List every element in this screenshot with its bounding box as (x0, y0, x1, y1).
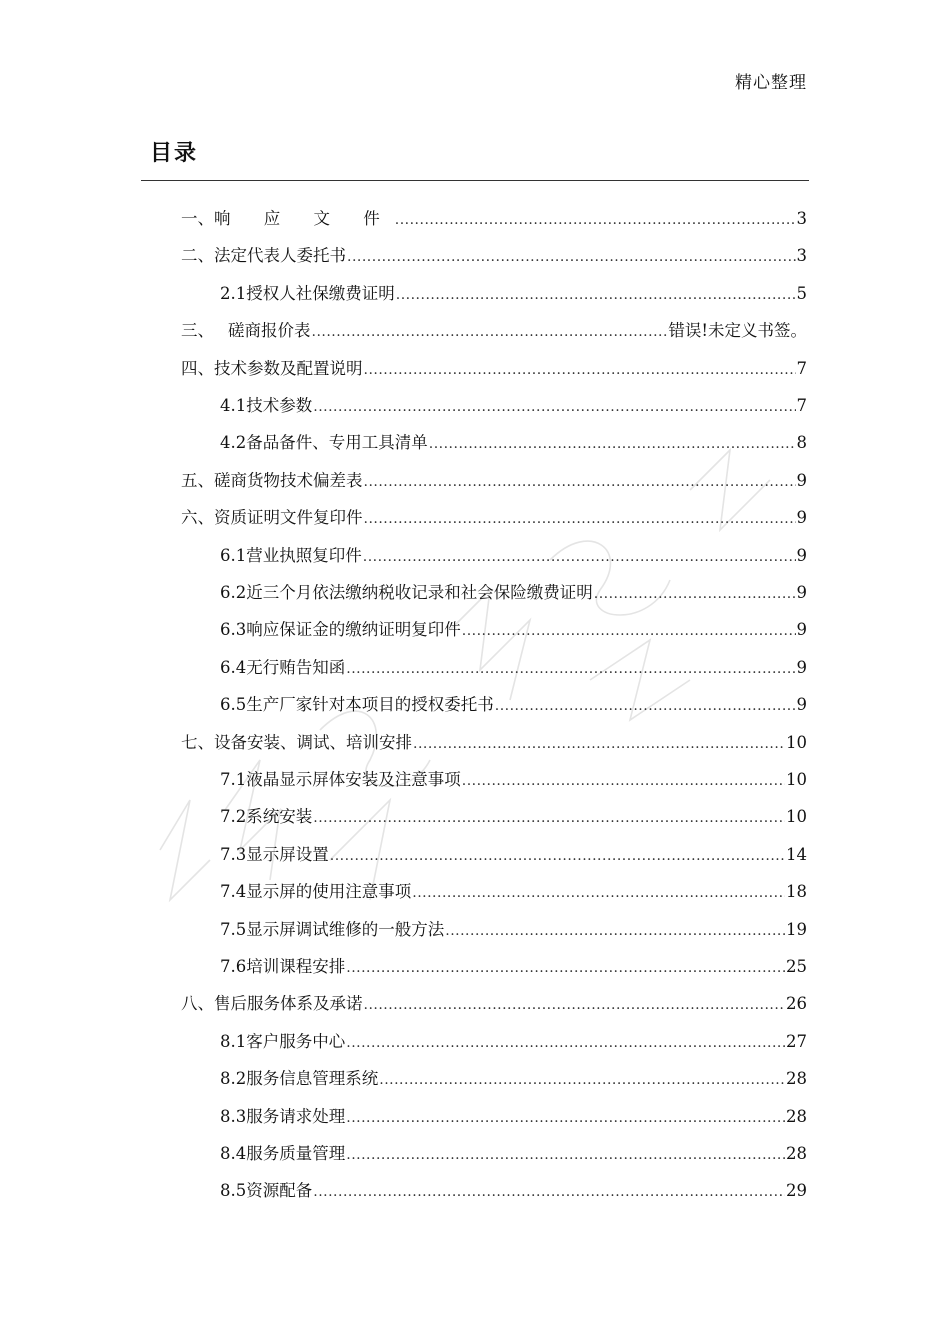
toc-leader-dots (346, 1106, 785, 1130)
toc-entry-page: 27 (786, 1031, 807, 1051)
toc-entry-number: 4.1 (220, 396, 247, 415)
toc-leader-dots (462, 619, 796, 643)
toc-entry[interactable] (181, 469, 807, 493)
toc-entry-page: 28 (786, 1106, 807, 1126)
toc-entry[interactable] (220, 1105, 807, 1129)
toc-entry-page: 10 (786, 770, 807, 789)
toc-entry[interactable] (220, 394, 807, 418)
toc-entry-page: 25 (786, 957, 807, 976)
toc-entry[interactable] (181, 731, 807, 755)
toc-leader-dots (364, 470, 796, 494)
toc-entry-label: 售后服务体系及承诺 (214, 994, 363, 1014)
title-divider (141, 180, 809, 181)
toc-entry-page: 9 (796, 470, 807, 490)
toc-entry-number: 7.3 (220, 844, 247, 864)
toc-entry-page: 10 (786, 732, 807, 752)
toc-entry-label: 显示屏调试维修的一般方法 (246, 919, 445, 939)
toc-entry[interactable] (220, 618, 807, 642)
toc-entry-number: 五、 (181, 470, 214, 490)
toc-entry-number: 八、 (181, 994, 214, 1014)
toc-entry-number: 二、 (181, 246, 214, 266)
toc-entry-number: 4.2 (220, 433, 247, 453)
toc-entry-page: 9 (796, 695, 807, 715)
toc-entry-page: 3 (796, 209, 807, 228)
toc-entry-label: 设备安装、调试、培训安排 (214, 732, 412, 752)
toc-entry-label: 服务信息管理系统 (246, 1069, 379, 1089)
toc-entry-page: 9 (796, 508, 807, 528)
toc-leader-dots (379, 1068, 785, 1092)
toc-entry-label: 授权人社保缴费证明 (246, 283, 395, 303)
toc-leader-dots (313, 1180, 785, 1204)
toc-entry-page: 28 (786, 1069, 807, 1089)
toc-entry-number: 一、 (181, 209, 214, 228)
toc-entry-number: 8.2 (220, 1069, 247, 1089)
toc-entry-number: 8.1 (220, 1031, 247, 1051)
toc-leader-dots (495, 694, 796, 718)
toc-entry-label: 液晶显示屏体安装及注意事项 (246, 770, 461, 789)
toc-entry-page: 29 (786, 1181, 807, 1201)
header-note: 精心整理 (735, 73, 807, 93)
toc-entry-label: 资源配备 (246, 1181, 313, 1201)
toc-entry-number: 2.1 (220, 283, 247, 303)
toc-entry-label: 营业执照复印件 (246, 545, 362, 565)
toc-entry[interactable] (181, 319, 807, 343)
toc-entry-number: 7.1 (220, 770, 247, 789)
toc-leader-dots (313, 395, 795, 419)
toc-entry-number: 7.5 (220, 919, 247, 939)
toc-entry[interactable] (181, 506, 807, 530)
toc-entry-label: 显示屏设置 (246, 844, 329, 864)
toc-entry-page: 9 (796, 657, 807, 677)
toc-entry-label: 响 应 文 件 (214, 209, 394, 228)
toc-entry-label: 近三个月依法缴纳税收记录和社会保险缴费证明 (246, 583, 593, 602)
toc-entry-label: 法定代表人委托书 (214, 246, 346, 266)
toc-entry-label: 响应保证金的缴纳证明复印件 (246, 620, 461, 640)
toc-entry-number: 7.4 (220, 882, 247, 902)
toc-entry-label: 磋商报价表 (228, 321, 311, 341)
toc-leader-dots (330, 844, 785, 868)
toc-entry-label: 服务请求处理 (246, 1106, 346, 1126)
toc-entry-page: 8 (796, 433, 807, 453)
toc-leader-dots (346, 956, 785, 980)
toc-entry[interactable] (220, 843, 807, 867)
toc-entry-number: 7.6 (220, 957, 247, 976)
toc-entry-label: 技术参数 (246, 396, 313, 415)
toc-leader-dots (462, 769, 785, 793)
toc-entry-page: 14 (786, 844, 807, 864)
toc-entry-page: 18 (786, 882, 807, 902)
toc-entry-number: 三、 (181, 321, 214, 341)
toc-leader-dots (364, 993, 786, 1017)
toc-entry[interactable] (220, 1179, 807, 1203)
toc-entry-page: 7 (796, 358, 807, 378)
toc-entry[interactable] (220, 431, 807, 455)
toc-entry-number: 8.3 (220, 1106, 247, 1126)
toc-leader-dots (346, 1143, 785, 1167)
toc-entry[interactable] (220, 1142, 807, 1166)
toc-entry-page: 9 (796, 545, 807, 565)
toc-entry[interactable] (220, 544, 807, 568)
toc-leader-dots (346, 1031, 785, 1055)
toc-leader-dots (396, 283, 796, 307)
toc-entry[interactable] (220, 805, 807, 829)
toc-leader-dots (594, 582, 796, 606)
toc-entry-label: 生产厂家针对本项目的授权委托书 (246, 695, 494, 715)
toc-entry-label: 客户服务中心 (246, 1031, 346, 1051)
toc-entry-page: 19 (786, 919, 807, 939)
toc-entry[interactable] (220, 1067, 807, 1091)
toc-entry-number: 七、 (181, 732, 214, 752)
toc-leader-dots (312, 320, 668, 344)
toc-entry-label: 系统安装 (246, 807, 313, 827)
toc-title: 目录 (150, 140, 199, 166)
toc-leader-dots (363, 545, 796, 569)
toc-entry[interactable] (181, 244, 807, 268)
toc-entry-page: 3 (796, 246, 807, 266)
toc-entry-page: 9 (796, 583, 807, 602)
toc-entry[interactable] (220, 693, 807, 717)
toc-leader-dots (364, 358, 796, 382)
toc-entry-label: 资质证明文件复印件 (214, 508, 363, 528)
toc-entry-page: 9 (796, 620, 807, 640)
toc-leader-dots (395, 208, 796, 232)
toc-entry-page: 10 (786, 807, 807, 827)
toc-entry[interactable] (220, 282, 807, 306)
toc-entry[interactable] (181, 357, 807, 381)
toc-entry-number: 六、 (181, 508, 214, 528)
toc-entry-number: 6.2 (220, 583, 247, 602)
toc-entry-label: 培训课程安排 (246, 957, 346, 976)
toc-entry[interactable] (220, 955, 807, 979)
toc-entry[interactable] (220, 1030, 807, 1054)
toc-leader-dots (429, 432, 796, 456)
toc-entry-page: 26 (786, 994, 807, 1014)
toc-entry-label: 服务质量管理 (246, 1144, 346, 1163)
toc-entry[interactable] (220, 581, 807, 605)
toc-entry-number: 6.3 (220, 620, 247, 640)
toc-leader-dots (364, 507, 796, 531)
toc-entry-label: 无行贿告知函 (246, 657, 346, 677)
toc-entry[interactable] (220, 768, 807, 792)
toc-entry-page: 错误!未定义书签。 (668, 321, 807, 341)
toc-entry-page: 28 (786, 1144, 807, 1163)
toc-entry-number: 6.1 (220, 545, 247, 565)
toc-entry-number: 7.2 (220, 807, 247, 827)
toc-entry[interactable] (181, 207, 807, 231)
toc-entry-label: 磋商货物技术偏差表 (214, 470, 363, 490)
toc-entry-page: 5 (796, 283, 807, 303)
toc-leader-dots (412, 881, 785, 905)
toc-entry-label: 备品备件、专用工具清单 (246, 433, 428, 453)
toc-entry[interactable] (220, 880, 807, 904)
toc-entry[interactable] (220, 918, 807, 942)
toc-entry[interactable] (181, 992, 807, 1016)
toc-entry[interactable] (220, 656, 807, 680)
toc-entry-label: 显示屏的使用注意事项 (246, 882, 412, 902)
toc-leader-dots (313, 806, 785, 830)
toc-entry-number: 6.5 (220, 695, 247, 715)
toc-entry-number: 8.4 (220, 1144, 247, 1163)
toc-entry-number: 6.4 (220, 657, 247, 677)
toc-entry-number: 四、 (181, 358, 214, 378)
toc-entry-page: 7 (796, 396, 807, 415)
toc-entry-number: 8.5 (220, 1181, 247, 1201)
toc-entry-label: 技术参数及配置说明 (214, 358, 363, 378)
toc-leader-dots (445, 919, 785, 943)
toc-leader-dots (413, 732, 785, 756)
toc-leader-dots (346, 657, 795, 681)
toc-leader-dots (347, 245, 796, 269)
